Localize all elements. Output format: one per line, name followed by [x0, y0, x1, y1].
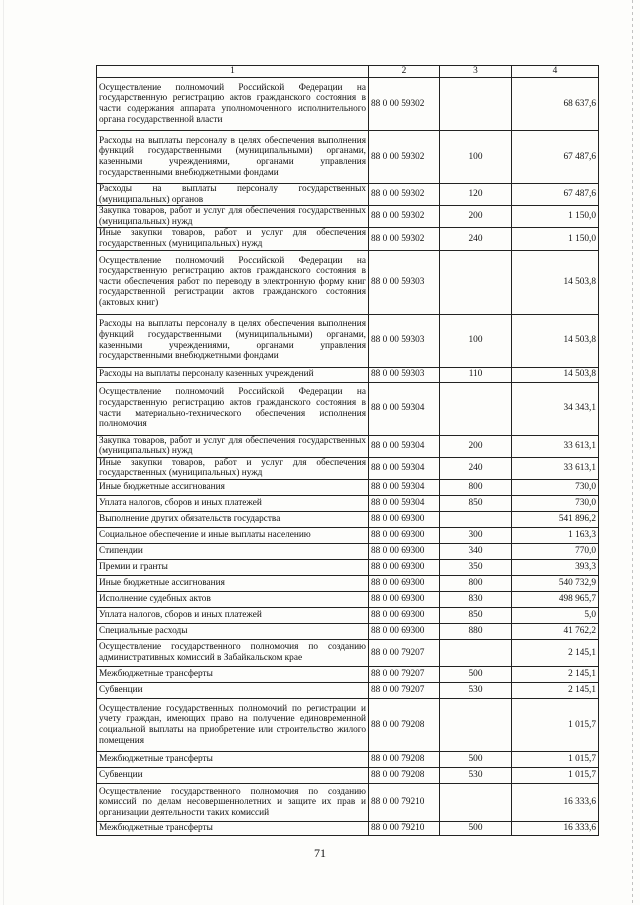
row-amount-cell: 16 333,6 — [512, 821, 599, 835]
row-code-cell: 88 0 00 59302 — [369, 184, 440, 206]
row-code-cell: 88 0 00 79207 — [369, 682, 440, 698]
row-expense-type-cell: 850 — [440, 607, 512, 623]
table-row — [97, 228, 599, 250]
row-name-cell: Иные закупки товаров, работ и услуг для обеспечения государственных (муниципальных) нужд — [97, 457, 369, 479]
row-code-cell: 88 0 00 79210 — [369, 821, 440, 835]
row-amount-cell: 34 343,1 — [512, 382, 599, 435]
row-name-cell: Межбюджетные трансферты — [97, 666, 369, 682]
row-amount-cell: 1 015,7 — [512, 698, 599, 751]
row-amount-cell: 2 145,1 — [512, 639, 599, 666]
row-name-cell: Осуществление государственных полномочий по регистрации и учету граждан, имеющих право на получение единовременной социальной выплаты на приобретение или строительство жилого помещения — [97, 698, 369, 751]
row-amount-cell: 14 503,8 — [512, 367, 599, 382]
row-amount-cell: 730,0 — [512, 479, 599, 495]
row-code-cell: 88 0 00 79208 — [369, 751, 440, 767]
row-name-cell: Межбюджетные трансферты — [97, 821, 369, 835]
row-code-cell: 88 0 00 69300 — [369, 527, 440, 543]
row-name-cell: Стипендии — [97, 543, 369, 559]
row-name-cell: Закупка товаров, работ и услуг для обеспечения государственных (муниципальных) нужд — [97, 206, 369, 228]
row-code-cell: 88 0 00 59304 — [369, 479, 440, 495]
table-row — [97, 367, 599, 382]
table-row — [97, 457, 599, 479]
row-expense-type-cell: 800 — [440, 479, 512, 495]
row-code-cell: 88 0 00 69300 — [369, 607, 440, 623]
row-code-cell: 88 0 00 59303 — [369, 250, 440, 314]
table-row — [97, 435, 599, 457]
row-name-cell: Расходы на выплаты персоналу казенных учреждений — [97, 367, 369, 382]
budget-table — [96, 65, 599, 836]
row-amount-cell: 1 150,0 — [512, 228, 599, 250]
row-expense-type-cell: 300 — [440, 527, 512, 543]
row-code-cell: 88 0 00 79208 — [369, 698, 440, 751]
row-amount-cell: 1 015,7 — [512, 751, 599, 767]
header-col-2: 2 — [369, 66, 440, 78]
budget-table-body — [97, 66, 599, 836]
table-row — [97, 682, 599, 698]
table-row — [97, 666, 599, 682]
row-name-cell: Выполнение других обязательств государства — [97, 511, 369, 527]
row-code-cell: 88 0 00 59304 — [369, 457, 440, 479]
row-expense-type-cell — [440, 511, 512, 527]
table-row — [97, 511, 599, 527]
table-row — [97, 591, 599, 607]
row-expense-type-cell: 830 — [440, 591, 512, 607]
row-name-cell: Осуществление государственного полномочия по созданию комиссий по делам несовершеннолетних и защите их прав и организации деятельности таких комиссий — [97, 783, 369, 821]
table-row — [97, 527, 599, 543]
row-amount-cell: 14 503,8 — [512, 314, 599, 367]
row-name-cell: Осуществление полномочий Российской Федерации на государственную регистрацию актов гражданского состояния в части содержания аппарата уполномоченного исполнительного органа государственной власти — [97, 78, 369, 131]
row-amount-cell: 5,0 — [512, 607, 599, 623]
row-name-cell: Социальное обеспечение и иные выплаты населению — [97, 527, 369, 543]
table-row — [97, 698, 599, 751]
row-expense-type-cell: 850 — [440, 495, 512, 511]
row-expense-type-cell: 350 — [440, 559, 512, 575]
row-expense-type-cell — [440, 783, 512, 821]
row-expense-type-cell: 340 — [440, 543, 512, 559]
row-name-cell: Исполнение судебных актов — [97, 591, 369, 607]
table-row — [97, 382, 599, 435]
row-amount-cell: 41 762,2 — [512, 623, 599, 639]
row-name-cell: Закупка товаров, работ и услуг для обеспечения государственных (муниципальных) нужд — [97, 435, 369, 457]
row-amount-cell: 16 333,6 — [512, 783, 599, 821]
row-code-cell: 88 0 00 59304 — [369, 382, 440, 435]
row-amount-cell: 393,3 — [512, 559, 599, 575]
row-expense-type-cell: 100 — [440, 314, 512, 367]
row-code-cell: 88 0 00 79210 — [369, 783, 440, 821]
row-code-cell: 88 0 00 69300 — [369, 559, 440, 575]
row-name-cell: Субвенции — [97, 682, 369, 698]
row-expense-type-cell: 200 — [440, 435, 512, 457]
row-expense-type-cell: 200 — [440, 206, 512, 228]
row-code-cell: 88 0 00 69300 — [369, 543, 440, 559]
table-row — [97, 559, 599, 575]
row-code-cell: 88 0 00 79208 — [369, 767, 440, 783]
row-code-cell: 88 0 00 59304 — [369, 495, 440, 511]
row-name-cell: Межбюджетные трансферты — [97, 751, 369, 767]
row-code-cell: 88 0 00 79207 — [369, 666, 440, 682]
table-row — [97, 751, 599, 767]
row-code-cell: 88 0 00 79207 — [369, 639, 440, 666]
table-row — [97, 206, 599, 228]
row-expense-type-cell: 530 — [440, 682, 512, 698]
row-amount-cell: 770,0 — [512, 543, 599, 559]
row-expense-type-cell — [440, 78, 512, 131]
table-row — [97, 78, 599, 131]
table-row — [97, 479, 599, 495]
table-row — [97, 767, 599, 783]
row-code-cell: 88 0 00 59303 — [369, 367, 440, 382]
row-amount-cell: 14 503,8 — [512, 250, 599, 314]
row-amount-cell: 33 613,1 — [512, 457, 599, 479]
row-expense-type-cell — [440, 250, 512, 314]
row-amount-cell: 67 487,6 — [512, 184, 599, 206]
row-name-cell: Иные бюджетные ассигнования — [97, 479, 369, 495]
row-amount-cell: 540 732,9 — [512, 575, 599, 591]
table-row — [97, 250, 599, 314]
table-row — [97, 639, 599, 666]
row-code-cell: 88 0 00 59302 — [369, 78, 440, 131]
row-amount-cell: 2 145,1 — [512, 666, 599, 682]
row-name-cell: Осуществление полномочий Российской Федерации на государственную регистрацию актов гражданского состояния в части материально-технического обеспечения исполнения полномочия — [97, 382, 369, 435]
row-name-cell: Премии и гранты — [97, 559, 369, 575]
row-expense-type-cell: 100 — [440, 131, 512, 184]
row-amount-cell: 541 896,2 — [512, 511, 599, 527]
row-name-cell: Осуществление полномочий Российской Федерации на государственную регистрацию актов гражданского состояния в части обеспечения работ по переводу в электронную форму книг государственной регистрации актов гражданского состояния (актовых книг) — [97, 250, 369, 314]
row-amount-cell: 1 163,3 — [512, 527, 599, 543]
row-name-cell: Иные закупки товаров, работ и услуг для обеспечения государственных (муниципальных) нужд — [97, 228, 369, 250]
table-row — [97, 495, 599, 511]
row-code-cell: 88 0 00 59302 — [369, 131, 440, 184]
row-expense-type-cell: 240 — [440, 228, 512, 250]
scan-edge-left — [3, 0, 4, 905]
row-code-cell: 88 0 00 59303 — [369, 314, 440, 367]
row-amount-cell: 67 487,6 — [512, 131, 599, 184]
row-name-cell: Расходы на выплаты персоналу в целях обеспечения выполнения функций государственными (муниципальными) органами, казенными учреждениями, органами управления государственными внебюджетными фондами — [97, 314, 369, 367]
row-expense-type-cell: 110 — [440, 367, 512, 382]
row-expense-type-cell: 500 — [440, 821, 512, 835]
row-expense-type-cell — [440, 382, 512, 435]
table-row — [97, 314, 599, 367]
row-name-cell: Осуществление государственного полномочия по созданию административных комиссий в Забайкальском крае — [97, 639, 369, 666]
table-row — [97, 184, 599, 206]
row-amount-cell: 68 637,6 — [512, 78, 599, 131]
row-expense-type-cell: 800 — [440, 575, 512, 591]
table-row — [97, 607, 599, 623]
table-row — [97, 821, 599, 835]
row-name-cell: Специальные расходы — [97, 623, 369, 639]
row-amount-cell: 730,0 — [512, 495, 599, 511]
row-expense-type-cell — [440, 639, 512, 666]
table-row — [97, 575, 599, 591]
row-code-cell: 88 0 00 59302 — [369, 228, 440, 250]
row-expense-type-cell — [440, 698, 512, 751]
row-name-cell: Иные бюджетные ассигнования — [97, 575, 369, 591]
row-code-cell: 88 0 00 69300 — [369, 623, 440, 639]
header-col-1: 1 — [97, 66, 369, 78]
row-name-cell: Уплата налогов, сборов и иных платежей — [97, 495, 369, 511]
row-amount-cell: 498 965,7 — [512, 591, 599, 607]
row-expense-type-cell: 120 — [440, 184, 512, 206]
row-expense-type-cell: 500 — [440, 751, 512, 767]
row-code-cell: 88 0 00 69300 — [369, 511, 440, 527]
row-amount-cell: 1 015,7 — [512, 767, 599, 783]
row-code-cell: 88 0 00 59302 — [369, 206, 440, 228]
row-amount-cell: 1 150,0 — [512, 206, 599, 228]
row-expense-type-cell: 500 — [440, 666, 512, 682]
row-expense-type-cell: 240 — [440, 457, 512, 479]
table-row — [97, 543, 599, 559]
page-number: 71 — [314, 846, 326, 860]
table-row — [97, 131, 599, 184]
table-row — [97, 623, 599, 639]
row-name-cell: Субвенции — [97, 767, 369, 783]
row-expense-type-cell: 530 — [440, 767, 512, 783]
row-name-cell: Расходы на выплаты персоналу государственных (муниципальных) органов — [97, 184, 369, 206]
row-amount-cell: 33 613,1 — [512, 435, 599, 457]
row-code-cell: 88 0 00 69300 — [369, 575, 440, 591]
row-code-cell: 88 0 00 69300 — [369, 591, 440, 607]
table-row — [97, 783, 599, 821]
row-name-cell: Расходы на выплаты персоналу в целях обеспечения выполнения функций государственными (муниципальными) органами, казенными учреждениями, органами управления государственными внебюджетными фондами — [97, 131, 369, 184]
header-col-4: 4 — [512, 66, 599, 78]
row-name-cell: Уплата налогов, сборов и иных платежей — [97, 607, 369, 623]
row-amount-cell: 2 145,1 — [512, 682, 599, 698]
header-col-3: 3 — [440, 66, 512, 78]
scan-edge — [632, 0, 633, 905]
table-header-row — [97, 66, 599, 78]
row-code-cell: 88 0 00 59304 — [369, 435, 440, 457]
row-expense-type-cell: 880 — [440, 623, 512, 639]
